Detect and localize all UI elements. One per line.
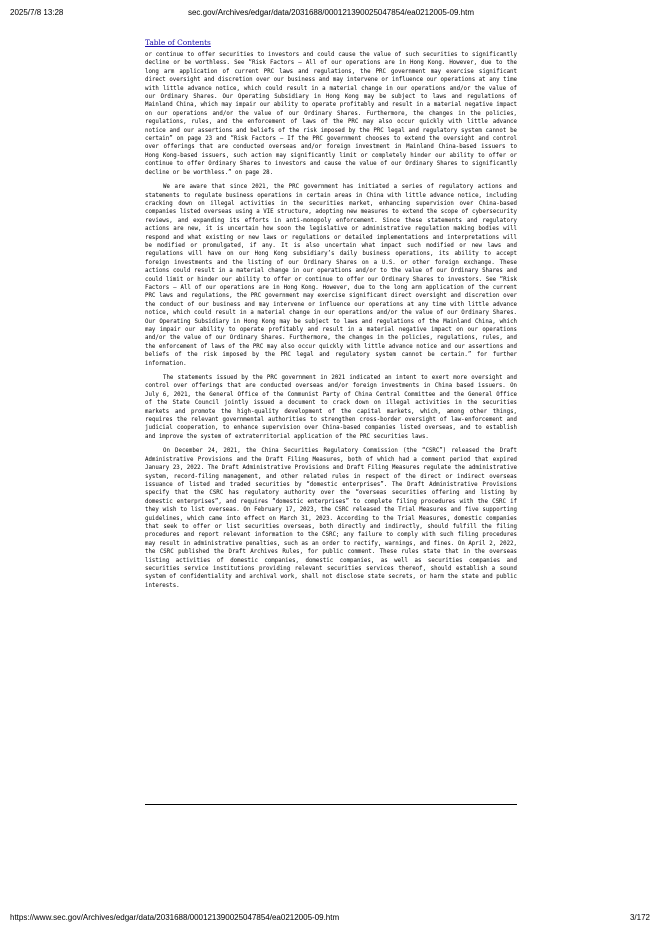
page-number: 3/172 <box>629 913 650 922</box>
print-footer-url: https://www.sec.gov/Archives/edgar/data/2031688/000121390025047854/ea0212005-09.htm <box>10 913 340 922</box>
print-header-url: sec.gov/Archives/edgar/data/2031688/000121390025047854/ea0212005-09.htm <box>187 8 474 17</box>
document-body <box>145 38 517 596</box>
paragraph-prc-statements-2021: The statements issued by the PRC government in 2021 indicated an intent to exert more oversight and control over offerings that are conducted overseas and/or foreign investments in China based issuers. On July 6, 2021, the General Office of the Communist Party of China Central Committee and the General Office of the State Council jointly issued a document to crack down on illegal activities in the securities markets and promote the high-quality development of the capital markets, which, among other things, requires the relevant governmental authorities to strengthen cross-border oversight of law-enforcement and judicial cooperation, to enhance supervision over China-based companies listed overseas, and to establish and improve the system of extraterritorial application of the PRC securities laws. <box>145 375 517 440</box>
paragraph-risk-factors-reference: or continue to offer securities to investors and could cause the value of such securities to significantly decline or be worthless. See “Risk Factors — All of our operations are in Hong Kong. However, due to the long arm application of current PRC laws and regulations, the PRC government may exercise significant direct oversight and discretion over our business and may intervene or influence our operations at any time with little advance notice, which could result in a material change in our operations and/or the value of our Ordinary Shares. Our Operating Subsidiary in Hong Kong may be subject to laws and regulations of Mainland China, which may impair our ability to operate profitably and result in a material negative impact on our operations and/or the value of our Ordinary Shares. Furthermore, the changes in the policies, regulations, rules, and the enforcement of laws of the PRC may also occur quickly with little advance notice and our assertions and beliefs of the risk imposed by the PRC legal and regulatory system cannot be certain” on page 23 and “Risk Factors — If the PRC government chooses to extend the oversight and control over offerings that are conducted overseas and/or foreign investment in Mainland China-based issuers to Hong Kong-based issuers, such action may significantly limit or completely hinder our ability to offer or continue to offer Ordinary Shares to investors and cause the value of our Ordinary Shares to significantly decline or be worthless.” on page 28. <box>145 52 517 176</box>
paragraph-csrc-provisions: On December 24, 2021, the China Securities Regulatory Commission (the “CSRC”) released the Draft Administrative Provisions and the Draft Filing Measures, both of which had a comment period that expired January 23, 2022. The Draft Administrative Provisions and Draft Filing Measures regulate the administrative system, record-filing management, and other related rules in respect of the direct or indirect overseas issuance of listed and traded securities by “domestic enterprises”. The Draft Administrative Provisions specify that the CSRC has regulatory authority over the “overseas securities offering and listing by domestic enterprises”, and requires “domestic enterprises” to complete filing procedures with the CSRC if they wish to list overseas. On February 17, 2023, the CSRC released the Trial Measures and five supporting guidelines, which came into effect on March 31, 2023. According to the Trial Measures, domestic companies that seek to offer or list securities overseas, both directly and indirectly, should fulfill the filing procedures and report relevant information to the CSRC; any failure to comply with such filing procedures may result in administrative penalties, such as an order to rectify, warnings, and fines. On April 2, 2022, the CSRC published the Draft Archives Rules, for public comment. These rules state that in the overseas listing activities of domestic companies, domestic companies, as well as securities companies and securities service institutions providing relevant securities services thereof, should establish a sound system of confidentiality and archival work, shall not disclose state secrets, or harm the state and public interests. <box>145 448 517 589</box>
table-of-contents-link[interactable]: Table of Contents <box>145 38 211 47</box>
page-divider <box>145 804 517 805</box>
paragraph-prc-regulatory-actions: We are aware that since 2021, the PRC government has initiated a series of regulatory actions and statements to regulate business operations in certain areas in China with little advance notice, including cracking down on illegal activities in the securities market, enhancing supervision over China-based companies listed overseas using a VIE structure, adopting new measures to extend the scope of cybersecurity reviews, and expanding its efforts in anti-monopoly enforcement. Since these statements and regulatory actions are new, it is uncertain how soon the legislative or administrative regulation making bodies will respond and what existing or new laws or regulations or detailed implementations and interpretations will be modified or promulgated, if any. It is also uncertain what impact such modified or new laws and regulations will have on our Hong Kong subsidiary’s daily business operations, its ability to accept foreign investments and the listing of our Ordinary Shares on a U.S. or other foreign exchange. These actions could result in a material change in our operations and/or to the value of our Ordinary Shares and could limit or hinder our ability to offer or continue to offer our Ordinary Shares to investors. See “Risk Factors — All of our operations are in Hong Kong. However, due to the long arm application of the current PRC laws and regulations, the PRC government may exercise significant direct oversight and discretion over the conduct of our business and may intervene or influence our operations at any time with little advance notice, which could result in a material change in our operations and/or the value of our Ordinary Shares. Our Operating Subsidiary in Hong Kong may be subject to laws and regulations of the Mainland China, which may impair our ability to operate profitably and result in a material negative impact on our operations and/or the value of our Ordinary Shares. Furthermore, the changes in the policies, regulations, rules, and the enforcement of laws of the PRC may also occur quickly with little advance notice and our assertions and beliefs of the risk imposed by the PRC legal and regulatory system cannot be certain.” for further information. <box>145 184 517 367</box>
print-datetime: 2025/7/8 13:28 <box>10 8 64 17</box>
